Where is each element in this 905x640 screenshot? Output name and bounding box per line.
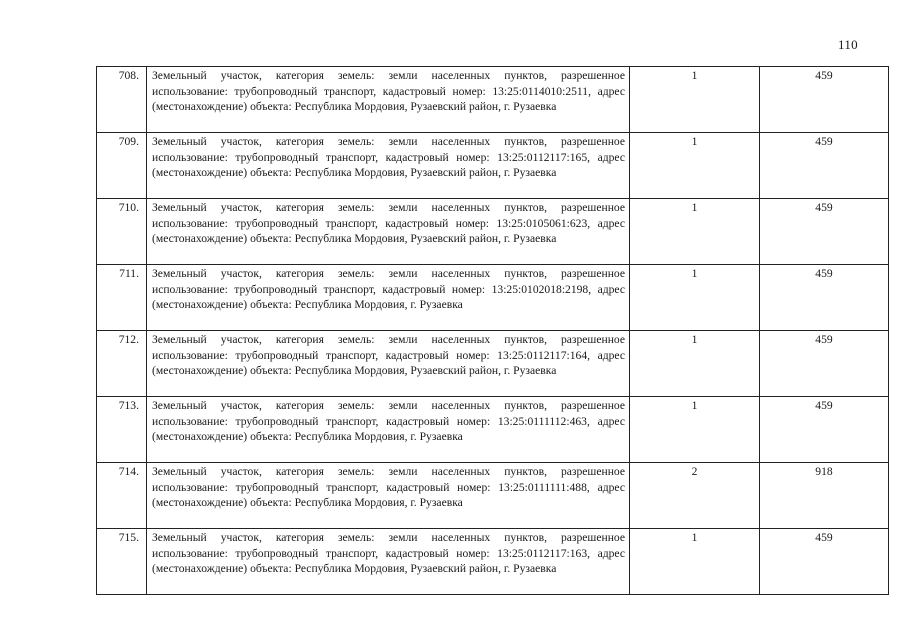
row-quantity: 1 — [630, 331, 760, 397]
description-text: Земельный участок, категория земель: земли населенных пунктов, разрешенное использование: трубопроводный транспорт, кадастровый номер: 13:25:0111112:463, адрес (местонахождение) объекта: Республика Мордовия, г. Рузаевка — [152, 399, 625, 444]
row-description — [147, 67, 630, 133]
description-text: Земельный участок, категория земель: земли населенных пунктов, разрешенное использование: трубопроводный транспорт, кадастровый номер: 13:25:0112117:163, адрес (местонахождение) объекта: Республика Мордовия, Рузаевский район, г. Рузаевка — [152, 531, 625, 576]
description-text: Земельный участок, категория земель: земли населенных пунктов, разрешенное использование: трубопроводный транспорт, кадастровый номер: 13:25:0102018:2198, адрес (местонахождение) объекта: Республика Мордовия, г. Рузаевка — [152, 267, 625, 312]
table-row — [97, 265, 889, 331]
row-number: 712. — [97, 331, 147, 397]
row-number: 714. — [97, 463, 147, 529]
row-quantity: 1 — [630, 265, 760, 331]
row-description — [147, 463, 630, 529]
table-row — [97, 331, 889, 397]
row-quantity: 1 — [630, 397, 760, 463]
table-row — [97, 463, 889, 529]
row-description — [147, 265, 630, 331]
row-area: 918 — [760, 463, 889, 529]
description-text: Земельный участок, категория земель: земли населенных пунктов, разрешенное использование: трубопроводный транспорт, кадастровый номер: 13:25:0111111:488, адрес (местонахождение) объекта: Республика Мордовия, г. Рузаевка — [152, 465, 625, 510]
table-row — [97, 199, 889, 265]
description-text: Земельный участок, категория земель: земли населенных пунктов, разрешенное использование: трубопроводный транспорт, кадастровый номер: 13:25:0112117:165, адрес (местонахождение) объекта: Республика Мордовия, Рузаевский район, г. Рузаевка — [152, 135, 625, 180]
row-number: 713. — [97, 397, 147, 463]
row-area: 459 — [760, 199, 889, 265]
row-number: 715. — [97, 529, 147, 595]
row-quantity: 1 — [630, 529, 760, 595]
row-number: 709. — [97, 133, 147, 199]
row-quantity: 1 — [630, 199, 760, 265]
row-area: 459 — [760, 265, 889, 331]
row-quantity: 2 — [630, 463, 760, 529]
table-row — [97, 133, 889, 199]
row-area: 459 — [760, 331, 889, 397]
row-area: 459 — [760, 67, 889, 133]
row-description — [147, 133, 630, 199]
row-area: 459 — [760, 397, 889, 463]
row-area: 459 — [760, 133, 889, 199]
table-row — [97, 397, 889, 463]
row-quantity: 1 — [630, 67, 760, 133]
description-text: Земельный участок, категория земель: земли населенных пунктов, разрешенное использование: трубопроводный транспорт, кадастровый номер: 13:25:0114010:2511, адрес (местонахождение) объекта: Республика Мордовия, Рузаевский район, г. Рузаевка — [152, 69, 625, 114]
description-text: Земельный участок, категория земель: земли населенных пунктов, разрешенное использование: трубопроводный транспорт, кадастровый номер: 13:25:0105061:623, адрес (местонахождение) объекта: Республика Мордовия, Рузаевский район, г. Рузаевка — [152, 201, 625, 246]
property-table — [96, 66, 889, 595]
row-description — [147, 529, 630, 595]
row-description — [147, 331, 630, 397]
row-description — [147, 397, 630, 463]
table-row — [97, 67, 889, 133]
row-number: 708. — [97, 67, 147, 133]
page-number: 110 — [838, 37, 858, 52]
table-row — [97, 529, 889, 595]
description-text: Земельный участок, категория земель: земли населенных пунктов, разрешенное использование: трубопроводный транспорт, кадастровый номер: 13:25:0112117:164, адрес (местонахождение) объекта: Республика Мордовия, Рузаевский район, г. Рузаевка — [152, 333, 625, 378]
row-number: 711. — [97, 265, 147, 331]
row-quantity: 1 — [630, 133, 760, 199]
row-description — [147, 199, 630, 265]
row-number: 710. — [97, 199, 147, 265]
row-area: 459 — [760, 529, 889, 595]
